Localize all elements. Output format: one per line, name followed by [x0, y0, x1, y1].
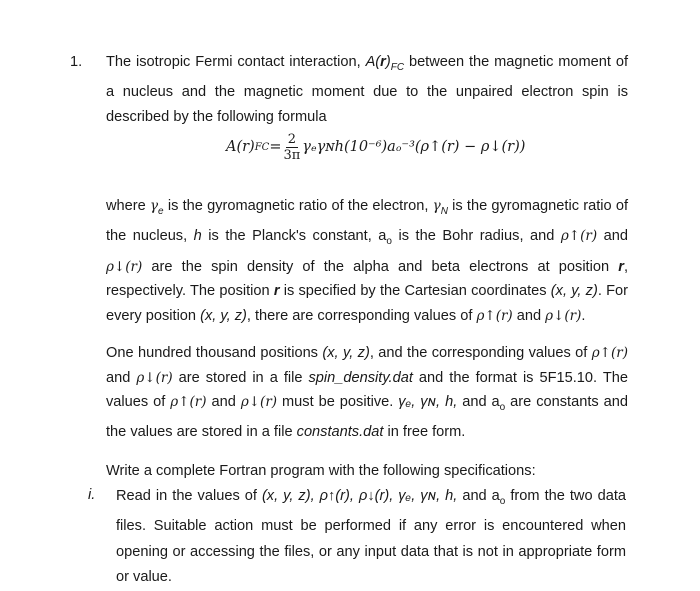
- paragraph-files: One hundred thousand positions (x, y, z), and the corresponding values of ρ↑(r) and ρ↓(r) are stored in a file spin_density.dat and the format is 5F15.10. The values of ρ↑(r) and ρ↓(r) must be positive. γₑ, γɴ, h, and $a_o$ are constants and the values are stored in a file constants.dat in free form.: [106, 345, 628, 441]
- formula-fraction: $\frac{2}{3\pi}$: [283, 131, 301, 163]
- question-intro: The isotropic Fermi contact interaction, $A(r)_{FC}$ between the magnetic moment of a nucleus and the magnetic moment due to the unpaired electron spin is described by the following formula: [106, 54, 628, 125]
- paragraph-instructions: Write a complete Fortran program with the following specifications:: [106, 463, 536, 479]
- item-i-text: Read in the values of (x, y, z), ρ↑(r), ρ↓(r), γₑ, γɴ, h, and $a_o$ from the two data files. Suitable action must be performed if any error is encountered when opening or accessing the files, or any input data that is not in appropriate form or value.: [116, 488, 626, 586]
- item-label: i.: [88, 487, 96, 503]
- question-number: 1.: [70, 54, 83, 70]
- paragraph-definitions: where $\gamma_e$ is the gyromagnetic ratio of the electron, $\gamma_N$ is the gyromagnetic ratio of the nucleus, h is the Planck's constant, $a_o$ is the Bohr radius, and ρ↑(r) and ρ↓(r) are the spin density of the alpha and beta electrons at position r, respectively. The position r is specified by the Cartesian coordinates (x, y, z). For every position (x, y, z), there are corresponding values of ρ↑(r) and ρ↓(r).: [106, 198, 629, 324]
- fermi-contact-formula: A(r) FC = $\frac{2}{3\pi}$ γₑγɴh(10⁻⁶)aₒ⁻³(ρ↑(r) − ρ↓(r)): [226, 131, 526, 163]
